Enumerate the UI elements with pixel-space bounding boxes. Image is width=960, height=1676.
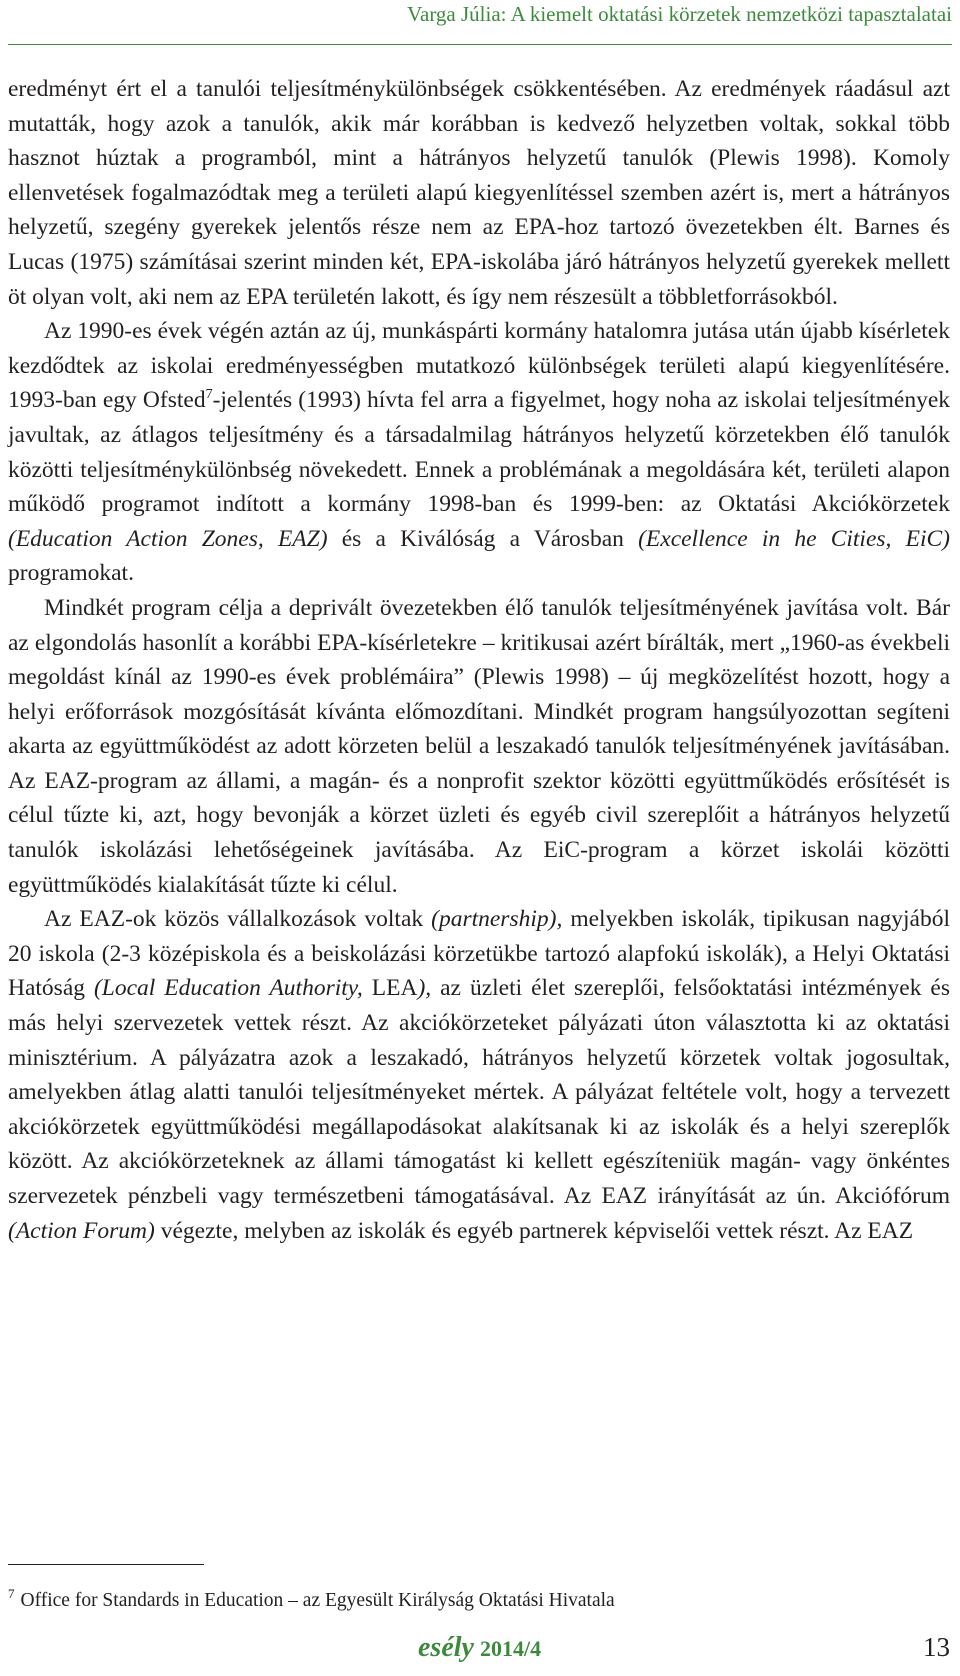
italic-term: ),	[417, 975, 432, 1002]
footnote	[8, 1582, 908, 1613]
paragraph-4-text: melyekben iskolák, tipikusan nagyjából 20 iskola (2-3 középiskola és a beiskolázási körzetükbe tartozó alapfokú iskolák), a Helyi Oktatási Hatóság	[8, 906, 950, 1002]
paragraph-4-text: Az EAZ-ok közös vállalkozások voltak	[44, 906, 432, 933]
paragraph-4-text: végezte, melyben az iskolák és egyéb partnerek képviselői vettek részt. Az EAZ	[154, 1217, 914, 1244]
paragraph-2-text: Az 1990-es évek végén aztán az új, munkáspárti kormány hatalomra jutása után újabb kísérletek kezdődtek az iskolai eredményességben mutatkozó különbségek területi alapú kiegyenlítésére. 1993-ban egy Ofsted	[8, 318, 950, 414]
italic-term: (partnership),	[431, 906, 563, 933]
paragraph-1-text: eredményt ért el a tanulói teljesítménykülönbségek csökkentésében. Az eredmények ráadásul azt mutatták, hogy azok a tanulók, akik már korábban is kedvező helyzetben voltak, sokkal több hasznot húztak a programból, mint a hátrányos helyzetű tanulók (Plewis 1998). Komoly ellenvetések fogalmazódtak meg a területi alapú kiegyenlítéssel szemben azért is, mert a hátrányos helyzetű, szegény gyerekek jelentős része nem az EPA-hoz tartozó övezetekben élt. Barnes és Lucas (1975) számításai szerint minden két, EPA-iskolába járó hátrányos helyzetű gyerekek mellett öt olyan volt, aki nem az EPA területén lakott, és így nem részesült a többletforrásokból.	[8, 76, 950, 310]
page-footer	[0, 1628, 960, 1668]
journal-issue: 2014/4	[479, 1636, 542, 1661]
paragraph-4-text: az üzleti élet szereplői, felsőoktatási intézmények és más helyi szervezetek vettek részt. Az akciókörzeteket pályázati úton választotta ki az oktatási minisztérium. A pályázatra azok a leszakadó, hátrányos helyzetű körzetek voltak jogosultak, amelyekben átlag alatti tanulói teljesítményeket mértek. A pályázat feltétele volt, hogy a tervezett akciókörzetek együttműködési megállapodásokat alakítsanak ki az iskolák és a helyi szereplők között. Az akciókörzeteknek az állami támogatást ki kellett egészíteniük magán- vagy önkéntes szervezetek pénzbeli vagy természetbeni támogatásával. Az EAZ irányítását az ún. Akciófórum	[8, 975, 950, 1209]
running-header	[0, 0, 960, 44]
paragraph-2-text: -jelentés (1993) hívta fel arra a figyelmet, hogy noha az iskolai teljesítmények javultak, az átlagos teljesítmény és a társadalmilag hátrányos helyzetű körzetekben élő tanulók közötti teljesítménykülönbség növekedett. Ennek a problémának a megoldására két, területi alapon működő programot indított a kormány 1998-ban és 1999-ben: az Oktatási Akciókörzetek	[8, 387, 951, 518]
footnote-reference: 7	[205, 387, 213, 403]
footnote-number: 7	[8, 1586, 15, 1601]
italic-term: (Action Forum)	[8, 1217, 155, 1244]
footnote-divider	[8, 1564, 204, 1565]
paragraph-2-text: programokat.	[8, 560, 134, 587]
italic-term: (Local Education Authority,	[93, 975, 363, 1002]
paragraph-3-text: Mindkét program célja a deprivált övezetekben élő tanulók teljesítményének javítása volt. Bár az elgondolás hasonlít a korábbi EPA-kísérletekre – kritikusai azért bírálták, mert „1960-as évekbeli megoldást kínál az 1990-es évek problémáira” (Plewis 1998) – új megközelítést hozott, hogy a helyi erőforrások mozgósítását kívánta előmozdítani. Mindkét program hangsúlyozottan segíteni akarta az együttműködést az adott körzeten belül a leszakadó tanulók teljesítményének javításában. Az EAZ-program az állami, a magán- és a nonprofit szektor közötti együttműködés erősítését is célul tűzte ki, azt, hogy bevonják a körzet üzleti és egyéb civil szereplőit a hátrányos helyzetű tanulók iskolázási lehetőségeinek javításába. Az EiC-program a körzet iskolái közötti együttműködés kialakítását tűzte ki célul.	[8, 594, 950, 898]
paragraph-4	[8, 902, 950, 1248]
running-title: Varga Júlia: A kiemelt oktatási körzetek nemzetközi tapasztalatai	[407, 2, 952, 26]
italic-term: (Excellence in he Cities, EiC)	[638, 525, 950, 552]
paragraph-2	[8, 314, 950, 591]
paragraph-2-text: és a Kiválóság a Városban	[327, 525, 639, 552]
page-number: 13	[923, 1632, 950, 1662]
article-body	[8, 72, 950, 1248]
journal-name: esély	[418, 1632, 474, 1663]
italic-term: (Education Action Zones, EAZ)	[8, 525, 328, 552]
journal-mark	[418, 1632, 541, 1664]
paragraph-4-text: LEA	[362, 975, 418, 1002]
header-divider	[8, 44, 952, 45]
paragraph-1	[8, 72, 950, 314]
footnote-text: Office for Standards in Education – az Egyesült Királyság Oktatási Hivatala	[20, 1590, 615, 1611]
paragraph-3	[8, 591, 950, 902]
